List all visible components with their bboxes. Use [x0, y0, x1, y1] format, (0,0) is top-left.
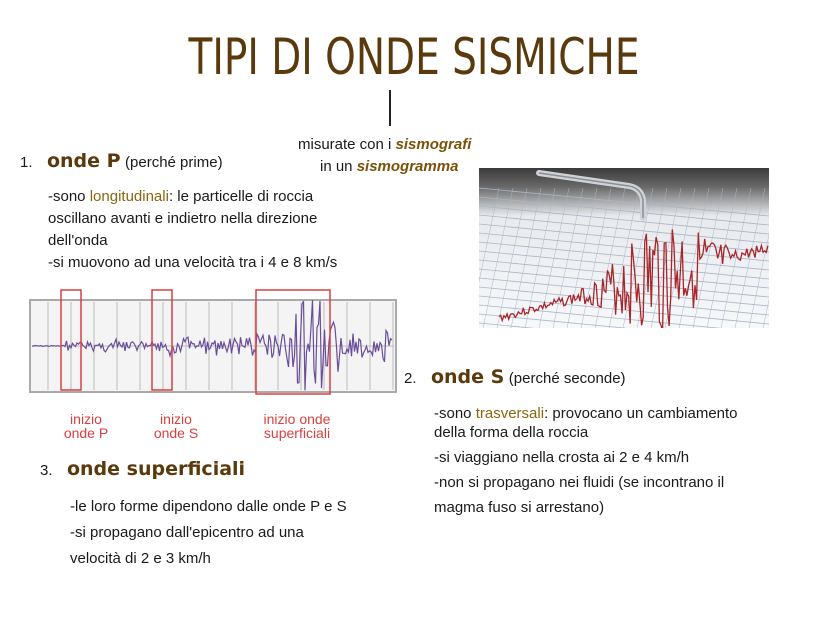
label-onde-p: inizio onde P [63, 411, 109, 441]
text-line: -si muovono ad una velocità tra i 4 e 8 km/s [48, 254, 338, 271]
text-line: della forma della roccia [434, 424, 589, 441]
section-onde-superficiali-body [70, 494, 347, 572]
section-number: 3. [40, 462, 53, 479]
section-number: 2. [404, 370, 417, 387]
section-title: onde superficiali [66, 458, 246, 480]
note-prefix-2: in un [320, 158, 357, 175]
section-onde-superficiali-header [40, 458, 245, 480]
text-line: magma fuso si arrestano) [434, 499, 605, 516]
note-em-1: sismografi [395, 136, 472, 153]
text-line: -si propagano dall'epicentro ad una [70, 524, 304, 541]
note-em-2: sismogramma [356, 158, 459, 175]
section-subtitle: (perché prime) [125, 154, 223, 171]
text-line: -sono longitudinali: le particelle di roccia [48, 188, 314, 205]
connector-line [389, 90, 391, 126]
text-line: dell'onda [48, 232, 108, 249]
section-onde-s-header [404, 366, 626, 388]
text-line: velocità di 2 e 3 km/h [70, 550, 211, 567]
section-onde-p-body [48, 186, 337, 274]
text-line: -le loro forme dipendono dalle onde P e S [70, 498, 347, 515]
note-line-1 [298, 136, 471, 153]
label-onde-s: inizio onde S [153, 411, 199, 441]
text-line: -non si propagano nei fluidi (se incontrano il [434, 474, 725, 491]
text-line: -si viaggiano nella crosta ai 2 e 4 km/h [434, 449, 690, 466]
section-onde-s-body [434, 404, 738, 517]
text-line: oscillano avanti e indietro nella direzione [48, 210, 318, 227]
section-title: onde S [430, 366, 505, 388]
page-title: TIPI DI ONDE SISMICHE [188, 28, 640, 86]
section-title: onde P [46, 150, 121, 172]
seismograph-photo [479, 168, 769, 328]
section-number: 1. [20, 154, 33, 171]
note-prefix-1: misurate con i [298, 136, 396, 153]
seismogram-diagram [28, 288, 400, 398]
section-onde-p-header [20, 150, 223, 172]
text-line: -sono trasversali: provocano un cambiamento [434, 405, 738, 422]
label-onde-superficiali: inizio onde superficiali [263, 411, 331, 441]
section-subtitle: (perché seconde) [508, 370, 626, 387]
note-line-2 [320, 158, 458, 175]
